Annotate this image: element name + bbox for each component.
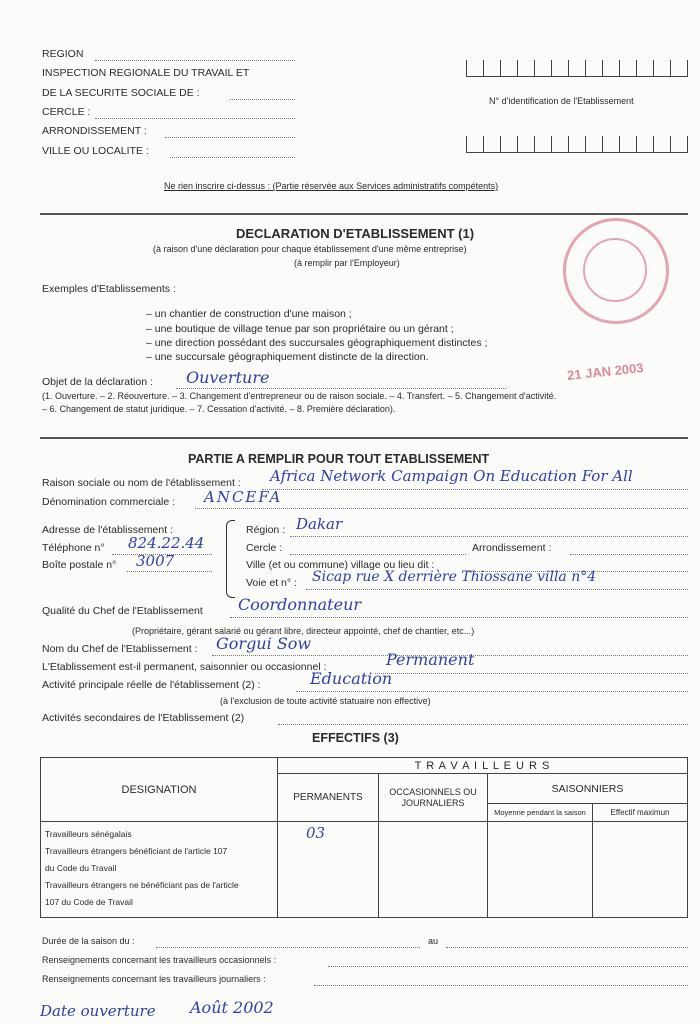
address-brace <box>226 520 235 598</box>
moyenne-cell <box>488 822 593 918</box>
denomination-value: ANCEFA <box>204 488 283 506</box>
ville-line <box>170 157 295 158</box>
boite-value: 3007 <box>136 552 175 570</box>
effectif-max-header: Effectif maximun <box>593 804 688 822</box>
nom-value: Gorgui Sow <box>216 634 312 653</box>
cercle-addr-line <box>290 554 466 555</box>
arrondissement-addr-line <box>570 554 688 555</box>
row-label-107-code: 107 du Code de Travail <box>45 897 133 907</box>
voie-line <box>306 589 688 590</box>
au-line <box>446 947 688 948</box>
effectif-max-cell <box>593 822 688 918</box>
effectifs-title: EFFECTIFS (3) <box>312 731 399 745</box>
activite-note: (à l'exclusion de toute activité statuaire non effective) <box>220 696 431 706</box>
declaration-subtitle-2: (à remplir par l'Employeur) <box>294 258 400 268</box>
raison-value: Africa Network Campaign On Education For All <box>270 467 633 485</box>
example-item-1: – un chantier de construction d'une maison ; <box>146 308 352 320</box>
inspection-line <box>230 99 295 100</box>
declaration-title: DECLARATION D'ETABLISSEMENT (1) <box>236 226 475 241</box>
objet-label: Objet de la déclaration : <box>42 376 153 388</box>
arrondissement-label: ARRONDISSEMENT : <box>42 125 147 137</box>
arrondissement-addr-label: Arrondissement : <box>472 542 552 554</box>
examples-label: Exemples d'Etablissements : <box>42 283 176 295</box>
voie-value: Sicap rue X derrière Thiossane villa n°4 <box>312 569 597 585</box>
row-label-etrangers-107: Travailleurs étrangers bénéficiant de l'article 107 <box>45 846 228 856</box>
inspection-label-2: DE LA SECURITE SOCIALE DE : <box>42 87 200 99</box>
au-label: au <box>428 936 439 946</box>
adresse-label: Adresse de l'établissement : <box>42 524 173 536</box>
ville-label: VILLE OU LOCALITE : <box>42 145 149 157</box>
qualite-line <box>230 617 688 618</box>
example-item-2: – une boutique de village tenue par son propriétaire ou un gérant ; <box>146 323 454 335</box>
occasionnels-info-line <box>328 966 688 967</box>
designation-header: DESIGNATION <box>41 758 278 822</box>
permanents-header: PERMANENTS <box>278 774 379 822</box>
permanent-label: L'Etablissement est-il permanent, saisonnier ou occasionnel : <box>42 661 327 673</box>
stamp-date: 21 JAN 2003 <box>566 360 645 383</box>
row-label-etrangers-non-107: Travailleurs étrangers ne bénéficiant pas de l'article <box>45 880 239 890</box>
occasionnels-cell <box>379 822 488 918</box>
secondaires-label: Activités secondaires de l'Etablissement (2) <box>42 712 245 724</box>
objet-options-1: (1. Ouverture. – 2. Réouverture. – 3. Changement d'entrepreneur ou de raison sociale. – 4. Transfert. – 5. Changement d'activité. <box>42 391 557 401</box>
id-boxes-bottom <box>466 136 688 153</box>
cercle-addr-label: Cercle : <box>246 542 283 554</box>
boite-line <box>127 571 212 572</box>
journaliers-info-line <box>314 985 688 986</box>
region-addr-label: Région : <box>246 524 286 536</box>
activite-label: Activité principale réelle de l'établissement (2) : <box>42 679 261 691</box>
example-item-3: – une direction possédant des succursales géographiquement distinctes ; <box>146 337 488 349</box>
boite-label: Boîte postale n° <box>42 559 117 571</box>
designation-rows <box>41 822 278 918</box>
voie-label: Voie et n° : <box>246 577 297 589</box>
date-ouverture-label: Date ouverture <box>40 1002 156 1020</box>
cercle-line <box>95 118 295 119</box>
qualite-note: (Propriétaire, gérant salarié ou gérant libre, directeur appointé, chef de chantier, etc...) <box>132 626 475 636</box>
objet-options-2: – 6. Changement de statut juridique. – 7. Cessation d'activité. – 8. Première déclaration). <box>42 404 396 414</box>
partie-title: PARTIE A REMPLIR POUR TOUT ETABLISSEMENT <box>188 452 490 466</box>
moyenne-header: Moyenne pendant la saison <box>488 804 593 822</box>
journaliers-info-label: Renseignements concernant les travailleurs journaliers : <box>42 974 266 984</box>
row-label-code-travail: du Code du Travail <box>45 863 117 873</box>
travailleurs-header: T R A V A I L L E U R S <box>278 758 688 774</box>
duree-label: Durée de la saison du : <box>42 936 135 946</box>
admin-note: Ne rien inscrire ci-dessus : (Partie réservée aux Services administratifs compétents) <box>164 181 499 191</box>
row-label-senegalais: Travailleurs sénégalais <box>45 829 132 839</box>
region-label: REGION <box>42 48 84 60</box>
denomination-label: Dénomination commerciale : <box>42 496 176 508</box>
secondaires-line <box>278 724 688 725</box>
effectifs-table <box>40 757 688 918</box>
telephone-label: Téléphone n° <box>42 542 105 554</box>
raison-line <box>262 489 688 490</box>
ville-addr-label: Ville (et ou commune) village ou lieu dit : <box>246 559 435 571</box>
occasionnels-info-label: Renseignements concernant les travailleurs occasionnels : <box>42 955 277 965</box>
arrondissement-line <box>165 137 295 138</box>
divider-middle <box>40 437 688 439</box>
permanents-value: 03 <box>306 824 326 842</box>
permanent-value: Permanent <box>386 650 475 669</box>
denomination-line <box>195 508 688 509</box>
duree-line <box>156 947 420 948</box>
qualite-label: Qualité du Chef de l'Etablissement <box>42 605 203 617</box>
activite-line <box>296 691 688 692</box>
date-ouverture-value: Août 2002 <box>190 998 274 1017</box>
objet-value: Ouverture <box>186 368 270 387</box>
telephone-value: 824.22.44 <box>128 534 205 552</box>
divider-top <box>40 213 688 215</box>
activite-value: Education <box>310 669 393 688</box>
example-item-4: – une succursale géographiquement distincte de la direction. <box>146 351 429 363</box>
region-addr-value: Dakar <box>296 515 343 533</box>
inspection-label-1: INSPECTION REGIONALE DU TRAVAIL ET <box>42 67 250 79</box>
id-label: N° d'identification de l'Etablissement <box>489 96 634 106</box>
region-addr-line <box>290 536 688 537</box>
region-line <box>95 60 295 61</box>
saisonniers-header: SAISONNIERS <box>488 774 688 804</box>
permanents-cell <box>278 822 379 918</box>
declaration-subtitle-1: (à raison d'une déclaration pour chaque établissement d'une même entreprise) <box>153 244 467 254</box>
id-boxes-top <box>466 60 688 77</box>
raison-label: Raison sociale ou nom de l'établissement : <box>42 477 241 489</box>
occasionnels-header: OCCASIONNELS OU JOURNALIERS <box>379 774 488 822</box>
nom-label: Nom du Chef de l'Etablissement : <box>42 643 198 655</box>
qualite-value: Coordonnateur <box>238 595 362 614</box>
cercle-label: CERCLE : <box>42 106 91 118</box>
objet-line <box>176 388 506 389</box>
permanent-line <box>375 673 688 674</box>
official-stamp-inner <box>583 238 647 302</box>
